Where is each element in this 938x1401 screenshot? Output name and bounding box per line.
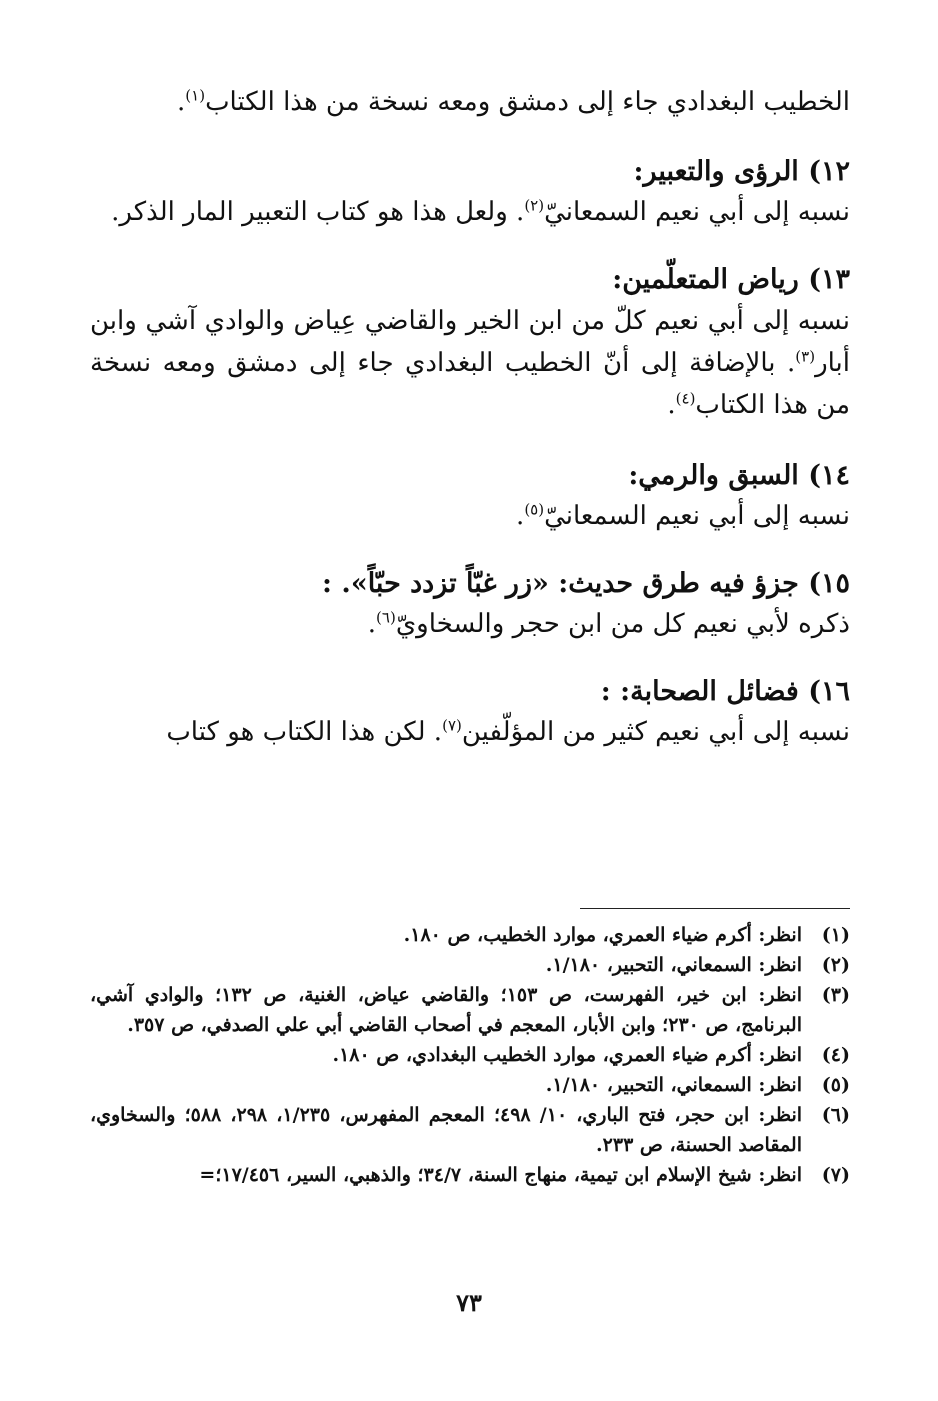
section-heading: ١٢) الرؤى والتعبير: (633, 156, 850, 187)
footnote-ref[interactable]: (٤) (675, 389, 696, 408)
section-body-tail: . (367, 609, 377, 639)
section-body-text: نسبه إلى أبي نعيم كثير من المؤلّفين (461, 717, 850, 747)
section-body-tail: . (667, 390, 676, 420)
footnote-number: (٧) (821, 1164, 850, 1186)
footnote-item (90, 980, 850, 1040)
footnote-ref[interactable]: (٧) (442, 716, 462, 735)
footnote-number: (٤) (821, 1044, 850, 1066)
footnote-number: (٥) (821, 1074, 850, 1096)
footnote-number: (٦) (821, 1104, 850, 1126)
footnote-text: انظر: ابن حجر، فتح الباري، ١٠/ ٤٩٨؛ المعجم المفهرس، ١/٢٣٥، ٢٩٨، ٥٨٨؛ والسخاوي، المقاصد الحسنة، ص ٢٣٣. (90, 1104, 803, 1156)
footnote-text: انظر: أكرم ضياء العمري، موارد الخطيب، ص ١٨٠. (403, 924, 802, 946)
footnote-ref[interactable]: (٥) (524, 500, 545, 519)
section-heading: ١٦) فضائل الصحابة: : (600, 676, 850, 707)
footnote-number: (٢) (821, 954, 850, 976)
footnotes (90, 920, 850, 1190)
footnote-text: انظر: ابن خير، الفهرست، ص ١٥٣؛ والقاضي عياض، الغنية، ص ١٣٢؛ والوادي آشي، البرنامج، ص ٢٣٠؛ وابن الأبار، المعجم في أصحاب القاضي أبي علي الصدفي، ص ٣٥٧. (90, 984, 803, 1036)
section-body-text: نسبه إلى أبي نعيم السمعانيّ (544, 501, 850, 531)
section-12 (90, 152, 850, 232)
footnote-ref[interactable]: (٦) (376, 608, 396, 627)
section-body (90, 604, 850, 644)
footnote-text: انظر: أكرم ضياء العمري، موارد الخطيب البغدادي، ص ١٨٠. (332, 1044, 802, 1066)
footnote-number: (١) (821, 924, 850, 946)
footnote-item (90, 1070, 850, 1100)
section-heading: ١٤) السبق والرمي: (628, 460, 850, 491)
section-body-tail: . ولعل هذا هو كتاب التعبير المار الذكر. (111, 197, 525, 227)
section-body-text: ذكره لأبي نعيم كل من ابن حجر والسخاويّ (395, 609, 850, 639)
footnote-number: (٣) (821, 984, 850, 1006)
section-body-tail: . (516, 501, 525, 531)
section-body-text: نسبه إلى أبي نعيم السمعانيّ (544, 197, 850, 227)
intro-end: . (177, 87, 186, 117)
footnote-item (90, 1100, 850, 1160)
footnote-ref[interactable]: (٢) (524, 196, 545, 215)
section-16 (90, 672, 850, 752)
footnote-ref[interactable]: (٣) (795, 347, 816, 366)
section-body (90, 496, 850, 536)
section-14 (90, 456, 850, 536)
section-body-text: نسبه إلى أبي نعيم كلّ من ابن الخير والقاضي عِياض والوادي آشي وابن أبار (90, 306, 850, 378)
footnote-item (90, 1160, 850, 1190)
section-15 (90, 564, 850, 644)
page-number: ٧٣ (456, 1288, 482, 1317)
footnote-divider (580, 908, 850, 909)
section-heading: ١٣) رياض المتعلّمين: (612, 264, 850, 295)
section-body-tail: . بالإضافة إلى أنّ الخطيب البغدادي جاء إلى دمشق ومعه نسخة من هذا الكتاب (90, 348, 850, 420)
book-page (90, 80, 850, 1380)
section-body (90, 712, 850, 752)
footnote-ref[interactable]: (١) (185, 86, 206, 105)
footnote-item (90, 1040, 850, 1070)
section-heading: ١٥) جزؤ فيه طرق حديث: «زر غبّاً تزدد حبّاً». : (322, 568, 850, 599)
footnote-text: انظر: السمعاني، التحبير، ١/١٨٠. (545, 1074, 802, 1096)
section-body (90, 192, 850, 232)
intro-text: الخطيب البغدادي جاء إلى دمشق ومعه نسخة من هذا الكتاب (205, 87, 850, 117)
section-body-tail: . لكن هذا الكتاب هو كتاب (166, 717, 443, 747)
footnote-text: انظر: السمعاني، التحبير، ١/١٨٠. (545, 954, 802, 976)
intro-paragraph (90, 82, 850, 122)
section-body (90, 300, 850, 426)
footnote-text: انظر: شيخ الإسلام ابن تيمية، منهاج السنة، ٣٤/٧؛ والذهبي، السير، ١٧/٤٥٦؛= (199, 1164, 802, 1186)
footnote-item (90, 950, 850, 980)
section-13 (90, 260, 850, 426)
footnote-item (90, 920, 850, 950)
